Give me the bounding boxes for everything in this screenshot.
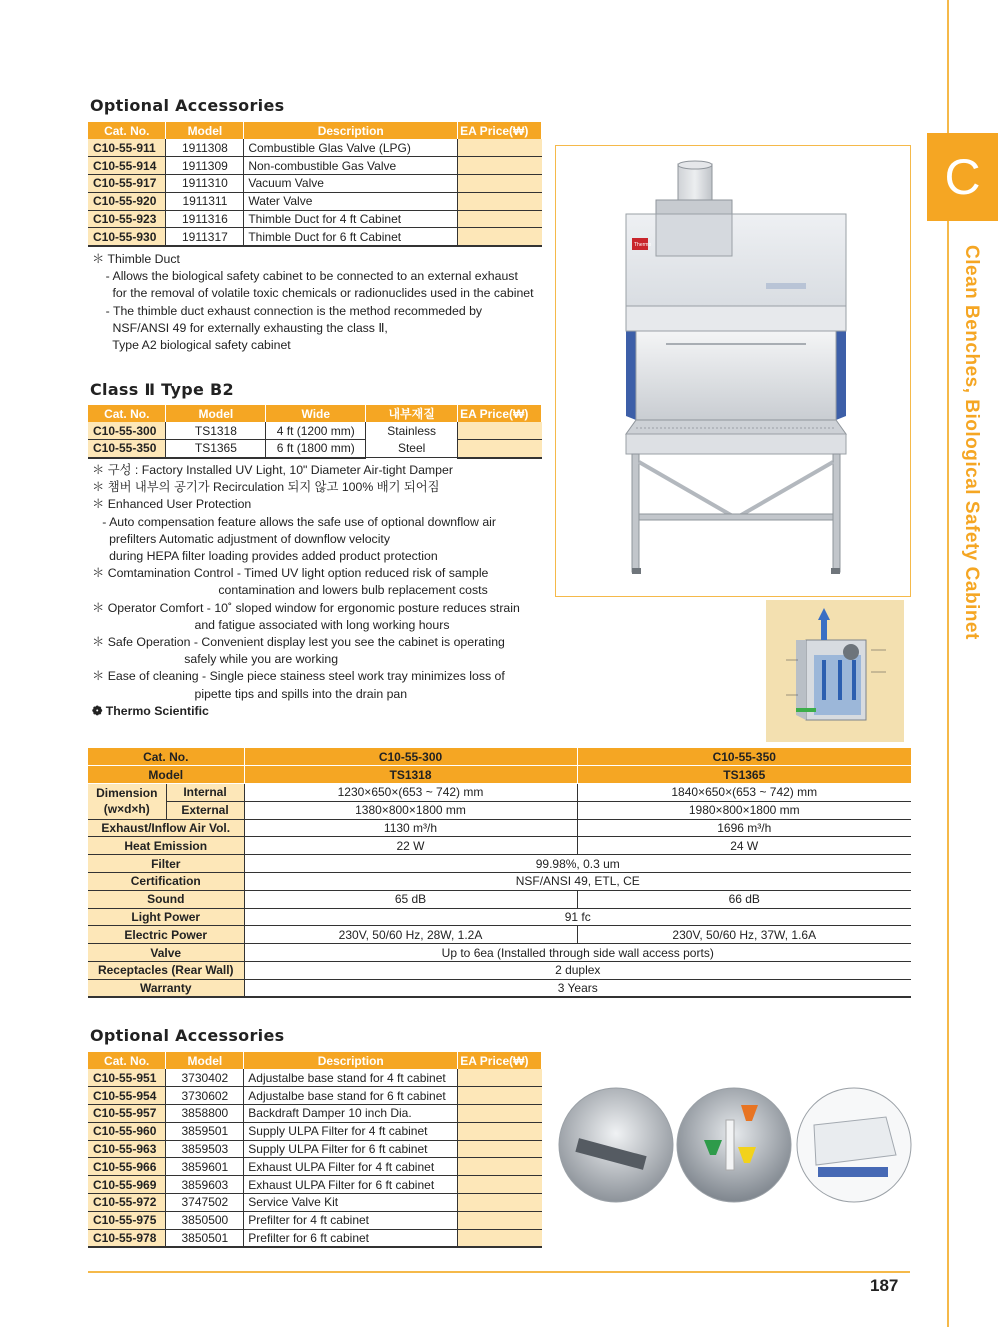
price bbox=[458, 1194, 542, 1212]
note-line: - The thimble duct exhaust connection is the method recommeded by bbox=[92, 303, 483, 318]
cat-no: C10-55-300 bbox=[88, 422, 166, 440]
description: Service Valve Kit bbox=[244, 1194, 458, 1212]
recept-label: Receptacles (Rear Wall) bbox=[88, 962, 244, 980]
note-line: ＊ Ease of cleaning - Single piece stainess steel work tray minimizes loss of bbox=[92, 669, 505, 684]
description: Adjustalbe base stand for 4 ft cabinet bbox=[244, 1069, 458, 1087]
cat-no: C10-55-963 bbox=[88, 1140, 166, 1158]
table-header-row bbox=[88, 122, 542, 139]
cat-no: C10-55-954 bbox=[88, 1087, 166, 1105]
price bbox=[458, 1140, 542, 1158]
cat-no: C10-55-975 bbox=[88, 1211, 166, 1229]
col-header-price: EA Price(₩) bbox=[458, 405, 542, 422]
table-row bbox=[88, 175, 542, 193]
filter-label: Filter bbox=[88, 855, 244, 873]
brand-note: ❁ Thermo Scientific bbox=[92, 704, 209, 718]
valve-label: Valve bbox=[88, 944, 244, 962]
cat-no: C10-55-920 bbox=[88, 192, 166, 210]
price bbox=[458, 1229, 542, 1247]
price bbox=[458, 1105, 542, 1123]
heat-label: Heat Emission bbox=[88, 837, 244, 855]
table-row bbox=[88, 908, 911, 926]
recept-value: 2 duplex bbox=[244, 962, 911, 980]
cabinet-photo bbox=[555, 145, 911, 597]
price bbox=[458, 192, 542, 210]
col-header-description: Description bbox=[244, 1052, 458, 1069]
elec-label: Electric Power bbox=[88, 926, 244, 944]
exhaust-label: Exhaust/Inflow Air Vol. bbox=[88, 819, 244, 837]
price bbox=[458, 1069, 542, 1087]
sound-label: Sound bbox=[88, 890, 244, 908]
spec-model-col2: TS1365 bbox=[577, 766, 911, 784]
note-line: ＊ Enhanced User Protection bbox=[92, 497, 252, 512]
model: 3859601 bbox=[166, 1158, 244, 1176]
cat-no: C10-55-951 bbox=[88, 1069, 166, 1087]
accessories2-table bbox=[88, 1052, 542, 1248]
note-line: NSF/ANSI 49 for externally exhausting the class Ⅱ, bbox=[92, 320, 388, 335]
model: 3747502 bbox=[166, 1194, 244, 1212]
warranty-label: Warranty bbox=[88, 979, 244, 997]
price bbox=[458, 440, 542, 458]
note-line: - Allows the biological safety cabinet to be connected to an external exhaust bbox=[92, 269, 518, 284]
price bbox=[458, 139, 542, 157]
sound-col1: 65 dB bbox=[244, 890, 577, 908]
table-row bbox=[88, 1229, 542, 1247]
table-header-row bbox=[88, 405, 542, 422]
material bbox=[366, 422, 458, 458]
dimension-label bbox=[88, 784, 166, 820]
model: TS1318 bbox=[166, 422, 266, 440]
external-label: External bbox=[166, 801, 244, 819]
description: Exhaust ULPA Filter for 4 ft cabinet bbox=[244, 1158, 458, 1176]
filter-value: 99.98%, 0.3 um bbox=[244, 855, 911, 873]
price bbox=[458, 1087, 542, 1105]
heat-col2: 24 W bbox=[577, 837, 911, 855]
accessories2-title: Optional Accessories bbox=[90, 1026, 285, 1045]
page-number: 187 bbox=[870, 1276, 899, 1295]
col-header-model: Model bbox=[166, 1052, 244, 1069]
cat-no: C10-55-957 bbox=[88, 1105, 166, 1123]
table-row bbox=[88, 944, 911, 962]
table-row bbox=[88, 926, 911, 944]
accessory-photos bbox=[556, 1085, 912, 1205]
description: Supply ULPA Filter for 6 ft cabinet bbox=[244, 1140, 458, 1158]
cat-no: C10-55-911 bbox=[88, 139, 166, 157]
cat-no: C10-55-966 bbox=[88, 1158, 166, 1176]
description: Backdraft Damper 10 inch Dia. bbox=[244, 1105, 458, 1123]
section-vertical-title: Clean Benches, Biological Safety Cabinet bbox=[961, 245, 982, 640]
spec-model-label: Model bbox=[88, 766, 244, 784]
col-header-cat: Cat. No. bbox=[88, 405, 166, 422]
description: Non-combustible Gas Valve bbox=[244, 157, 458, 175]
elec-col1: 230V, 50/60 Hz, 28W, 1.2A bbox=[244, 926, 577, 944]
model: 3859503 bbox=[166, 1140, 244, 1158]
cabinet-logo-text: Thermo bbox=[634, 242, 652, 248]
table-row bbox=[88, 784, 911, 802]
table-row bbox=[88, 422, 542, 440]
footer-divider bbox=[88, 1271, 910, 1273]
table-row bbox=[88, 962, 911, 980]
spec-header-cat bbox=[88, 748, 911, 766]
description: Prefilter for 6 ft cabinet bbox=[244, 1229, 458, 1247]
cat-no: C10-55-350 bbox=[88, 440, 166, 458]
note-line: ＊ Comtamination Control - Timed UV light option reduced risk of sample bbox=[92, 566, 489, 581]
col-header-wide: Wide bbox=[266, 405, 366, 422]
table-row bbox=[88, 1122, 542, 1140]
model: 3859501 bbox=[166, 1122, 244, 1140]
spec-cat-col2: C10-55-350 bbox=[577, 748, 911, 766]
table-header-row bbox=[88, 1052, 542, 1069]
internal-col1: 1230×650×(653 ~ 742) mm bbox=[244, 784, 577, 802]
accessories-table bbox=[88, 122, 542, 247]
table-row bbox=[88, 979, 911, 997]
accessories-title: Optional Accessories bbox=[90, 96, 285, 115]
cat-no: C10-55-978 bbox=[88, 1229, 166, 1247]
model: 3850500 bbox=[166, 1211, 244, 1229]
table-row bbox=[88, 1087, 542, 1105]
price bbox=[458, 157, 542, 175]
model: 3859603 bbox=[166, 1176, 244, 1194]
note-line: ＊ Safe Operation - Convenient display lest you see the cabinet is operating bbox=[92, 635, 505, 650]
thimble-notes bbox=[92, 251, 534, 354]
col-header-price: EA Price(₩) bbox=[458, 122, 542, 139]
note-line: for the removal of volatile toxic chemicals or radionuclides used in the cabinet bbox=[92, 286, 534, 301]
col-header-description: Description bbox=[244, 122, 458, 139]
table-row bbox=[88, 1194, 542, 1212]
table-row bbox=[88, 837, 911, 855]
description: Vacuum Valve bbox=[244, 175, 458, 193]
model: 1911317 bbox=[166, 228, 244, 246]
spec-cat-label: Cat. No. bbox=[88, 748, 244, 766]
note-line: during HEPA filter loading provides added product protection bbox=[92, 549, 438, 564]
spec-cat-col1: C10-55-300 bbox=[244, 748, 577, 766]
price bbox=[458, 1158, 542, 1176]
note-line: ＊ Operator Comfort - 10˚ sloped window for ergonomic posture reduces strain bbox=[92, 600, 520, 615]
col-header-cat: Cat. No. bbox=[88, 1052, 166, 1069]
wide: 6 ft (1800 mm) bbox=[266, 440, 366, 458]
description: Adjustalbe base stand for 6 ft cabinet bbox=[244, 1087, 458, 1105]
table-row bbox=[88, 157, 542, 175]
model: 1911311 bbox=[166, 192, 244, 210]
table-row bbox=[88, 1140, 542, 1158]
table-row bbox=[88, 228, 542, 246]
cert-value: NSF/ANSI 49, ETL, CE bbox=[244, 873, 911, 891]
section-tab: C bbox=[927, 133, 998, 221]
model: TS1365 bbox=[166, 440, 266, 458]
classb2-table bbox=[88, 405, 542, 459]
airflow-illustration bbox=[766, 600, 904, 742]
internal-label: Internal bbox=[166, 784, 244, 802]
description: Supply ULPA Filter for 4 ft cabinet bbox=[244, 1122, 458, 1140]
table-row bbox=[88, 890, 911, 908]
table-row bbox=[88, 819, 911, 837]
classb2-title: Class Ⅱ Type B2 bbox=[90, 380, 234, 399]
note-line: contamination and lowers bulb replacement costs bbox=[92, 583, 488, 598]
dimension-label-text: Dimension bbox=[96, 786, 158, 801]
elec-col2: 230V, 50/60 Hz, 37W, 1.6A bbox=[577, 926, 911, 944]
table-row bbox=[88, 1105, 542, 1123]
airflow-diagram bbox=[766, 600, 904, 742]
external-col2: 1980×800×1800 mm bbox=[577, 801, 911, 819]
model: 1911309 bbox=[166, 157, 244, 175]
description: Exhaust ULPA Filter for 6 ft cabinet bbox=[244, 1176, 458, 1194]
description: Combustible Glas Valve (LPG) bbox=[244, 139, 458, 157]
light-value: 91 fc bbox=[244, 908, 911, 926]
note-line: pipette tips and spills into the drain pan bbox=[92, 686, 408, 701]
description: Thimble Duct for 6 ft Cabinet bbox=[244, 228, 458, 246]
note-line: - Auto compensation feature allows the safe use of optional downflow air bbox=[92, 514, 496, 529]
table-row bbox=[88, 855, 911, 873]
cat-no: C10-55-930 bbox=[88, 228, 166, 246]
note-line: safely while you are working bbox=[92, 652, 339, 667]
valve-value: Up to 6ea (Installed through side wall access ports) bbox=[244, 944, 911, 962]
col-header-material: 내부재질 bbox=[366, 405, 458, 422]
cat-no: C10-55-972 bbox=[88, 1194, 166, 1212]
note-line: ＊ Thimble Duct bbox=[92, 252, 180, 266]
cat-no: C10-55-923 bbox=[88, 210, 166, 228]
model: 1911316 bbox=[166, 210, 244, 228]
cat-no: C10-55-914 bbox=[88, 157, 166, 175]
cat-no: C10-55-917 bbox=[88, 175, 166, 193]
note-line: ＊ 구성 : Factory Installed UV Light, 10" Diameter Air-tight Damper bbox=[92, 463, 453, 477]
cat-no: C10-55-969 bbox=[88, 1176, 166, 1194]
table-row bbox=[88, 1176, 542, 1194]
price bbox=[458, 1176, 542, 1194]
cert-label: Certification bbox=[88, 873, 244, 891]
wide: 4 ft (1200 mm) bbox=[266, 422, 366, 440]
table-row bbox=[88, 801, 911, 819]
table-row bbox=[88, 192, 542, 210]
price bbox=[458, 210, 542, 228]
work-tray-photo bbox=[559, 1088, 673, 1202]
light-label: Light Power bbox=[88, 908, 244, 926]
table-row bbox=[88, 210, 542, 228]
table-row bbox=[88, 1158, 542, 1176]
exhaust-col1: 1130 m³/h bbox=[244, 819, 577, 837]
col-header-model: Model bbox=[166, 405, 266, 422]
cabinet-illustration bbox=[556, 146, 912, 598]
price bbox=[458, 228, 542, 246]
model: 1911310 bbox=[166, 175, 244, 193]
price bbox=[458, 175, 542, 193]
model: 3730602 bbox=[166, 1087, 244, 1105]
description: Water Valve bbox=[244, 192, 458, 210]
note-line: Type A2 biological safety cabinet bbox=[92, 338, 291, 353]
external-col1: 1380×800×1800 mm bbox=[244, 801, 577, 819]
feature-notes bbox=[92, 462, 520, 703]
model: 3850501 bbox=[166, 1229, 244, 1247]
table-row bbox=[88, 1069, 542, 1087]
cat-no: C10-55-960 bbox=[88, 1122, 166, 1140]
sound-col2: 66 dB bbox=[577, 890, 911, 908]
spec-model-col1: TS1318 bbox=[244, 766, 577, 784]
table-row bbox=[88, 440, 542, 458]
col-header-cat: Cat. No. bbox=[88, 122, 166, 139]
table-row bbox=[88, 139, 542, 157]
dimension-sub-text: (w×d×h) bbox=[103, 802, 150, 817]
heat-col1: 22 W bbox=[244, 837, 577, 855]
col-header-price: EA Price(₩) bbox=[458, 1052, 542, 1069]
warranty-value: 3 Years bbox=[244, 979, 911, 997]
model: 3858800 bbox=[166, 1105, 244, 1123]
spec-table bbox=[88, 748, 911, 998]
internal-col2: 1840×650×(653 ~ 742) mm bbox=[577, 784, 911, 802]
note-line: and fatigue associated with long working hours bbox=[92, 617, 450, 632]
note-line: prefilters Automatic adjustment of downflow velocity bbox=[92, 531, 390, 546]
table-row bbox=[88, 1211, 542, 1229]
model: 3730402 bbox=[166, 1069, 244, 1087]
description: Prefilter for 4 ft cabinet bbox=[244, 1211, 458, 1229]
model: 1911308 bbox=[166, 139, 244, 157]
price bbox=[458, 422, 542, 440]
exhaust-col2: 1696 m³/h bbox=[577, 819, 911, 837]
table-row bbox=[88, 873, 911, 891]
note-line: ＊ 챔버 내부의 공기가 Recirculation 되지 않고 100% 배기 되어짐 bbox=[92, 480, 440, 495]
spec-header-model bbox=[88, 766, 911, 784]
price bbox=[458, 1122, 542, 1140]
price bbox=[458, 1211, 542, 1229]
material-line2: Steel bbox=[397, 440, 426, 455]
col-header-model: Model bbox=[166, 122, 244, 139]
description: Thimble Duct for 4 ft Cabinet bbox=[244, 210, 458, 228]
material-line1: Stainless bbox=[387, 423, 436, 438]
